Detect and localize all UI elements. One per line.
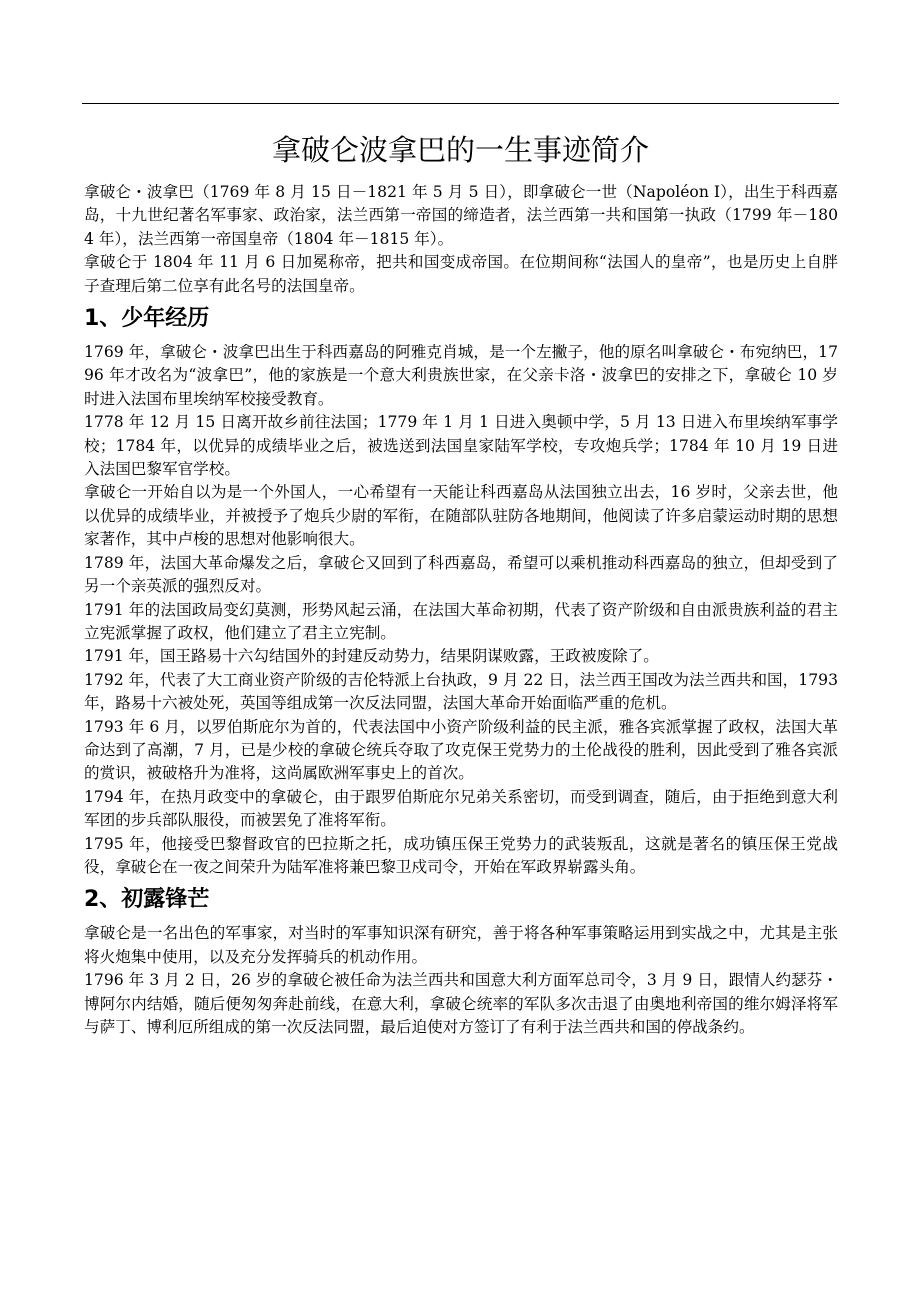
body-paragraph: 1778 年 12 月 15 日离开故乡前往法国；1779 年 1 月 1 日进入奥顿中学，5 月 13 日进入布里埃纳军事学校；1784 年，以优异的成绩毕业之后，被选送到法国皇家陆军学校，专攻炮兵学；1784 年 10 月 19 日进入法国巴黎军官学校。: [84, 413, 838, 479]
body-paragraph: 1789 年，法国大革命爆发之后，拿破仑又回到了科西嘉岛，希望可以乘机推动科西嘉岛的独立，但却受到了另一个亲英派的强烈反对。: [84, 553, 838, 596]
intro-paragraph: 拿破仑・波拿巴（1769 年 8 月 15 日－1821 年 5 月 5 日），即拿破仑一世（Napoléon I），出生于科西嘉岛，十九世纪著名军事家、政治家，法兰西第一帝国的缔造者，法兰西第一共和国第一执政（1799 年－1804 年），法兰西第一帝国皇帝（1804 年－1815 年）。: [84, 183, 838, 248]
document-body: [84, 181, 838, 1039]
body-paragraph: 1791 年，国王路易十六勾结国外的封建反动势力，结果阴谋败露，王政被废除了。: [84, 647, 659, 666]
header-rule: [82, 103, 839, 104]
section-heading: 1、少年经历: [84, 306, 210, 332]
body-paragraph: 拿破仑是一名出色的军事家，对当时的军事知识深有研究，善于将各种军事策略运用到实战之中，尤其是主张将火炮集中使用，以及充分发挥骑兵的机动作用。: [84, 924, 838, 966]
body-paragraph: 1769 年，拿破仑・波拿巴出生于科西嘉岛的阿雅克肖城，是一个左撇子，他的原名叫拿破仑・布宛纳巴，1796 年才改名为“波拿巴”，他的家族是一个意大利贵族世家，在父亲卡洛・波拿巴的安排之下，拿破仑 10 岁时进入法国布里埃纳军校接受教育。: [84, 343, 838, 408]
section-youth: [84, 302, 838, 879]
body-paragraph: 1792 年，代表了大工商业资产阶级的吉伦特派上台执政，9 月 22 日，法兰西王国改为法兰西共和国，1793 年，路易十六被处死，英国等组成第一次反法同盟，法国大革命开始面临严重的危机。: [84, 670, 838, 713]
body-paragraph: 1791 年的法国政局变幻莫测，形势风起云涌，在法国大革命初期，代表了资产阶级和自由派贵族利益的君主立宪派掌握了政权，他们建立了君主立宪制。: [84, 600, 838, 642]
section-heading: 2、初露锋芒: [84, 887, 210, 913]
body-paragraph: 拿破仑一开始自以为是一个外国人，一心希望有一天能让科西嘉岛从法国独立出去，16 岁时，父亲去世，他以优异的成绩毕业，并被授予了炮兵少尉的军衔，在随部队驻防各地期间，他阅读了许多启蒙运动时期的思想家著作，其中卢梭的思想对他影响很大。: [84, 483, 838, 549]
body-paragraph: 1793 年 6 月，以罗伯斯庇尔为首的，代表法国中小资产阶级利益的民主派，雅各宾派掌握了政权，法国大革命达到了高潮，7 月，已是少校的拿破仑统兵夺取了攻克保王党势力的土伦战役的胜利，因此受到了雅各宾派的赏识，被破格升为准将，这尚属欧洲军事史上的首次。: [84, 717, 838, 783]
body-paragraph: 1796 年 3 月 2 日，26 岁的拿破仑被任命为法兰西共和国意大利方面军总司令，3 月 9 日，跟情人约瑟芬・博阿尔内结婚，随后便匆匆奔赴前线，在意大利，拿破仑统率的军队多次击退了由奥地利帝国的维尔姆泽将军与萨丁、博利厄所组成的第一次反法同盟，最后迫使对方签订了有利于法兰西共和国的停战条约。: [84, 971, 838, 1036]
intro-paragraph: 拿破仑于 1804 年 11 月 6 日加冕称帝，把共和国变成帝国。在位期间称“法国人的皇帝”，也是历史上自胖子查理后第二位享有此名号的法国皇帝。: [84, 253, 838, 295]
section-emergence: [84, 883, 838, 1039]
body-paragraph: 1795 年，他接受巴黎督政官的巴拉斯之托，成功镇压保王党势力的武装叛乱，这就是著名的镇压保王党战役，拿破仑在一夜之间荣升为陆军准将兼巴黎卫戍司令，开始在军政界崭露头角。: [84, 834, 838, 876]
body-paragraph: 1794 年，在热月政变中的拿破仑，由于跟罗伯斯庇尔兄弟关系密切，而受到调查，随后，由于拒绝到意大利军团的步兵部队服役，而被罢免了准将军衔。: [84, 787, 838, 830]
page-title: 拿破仑波拿巴的一生事迹简介: [271, 133, 649, 167]
